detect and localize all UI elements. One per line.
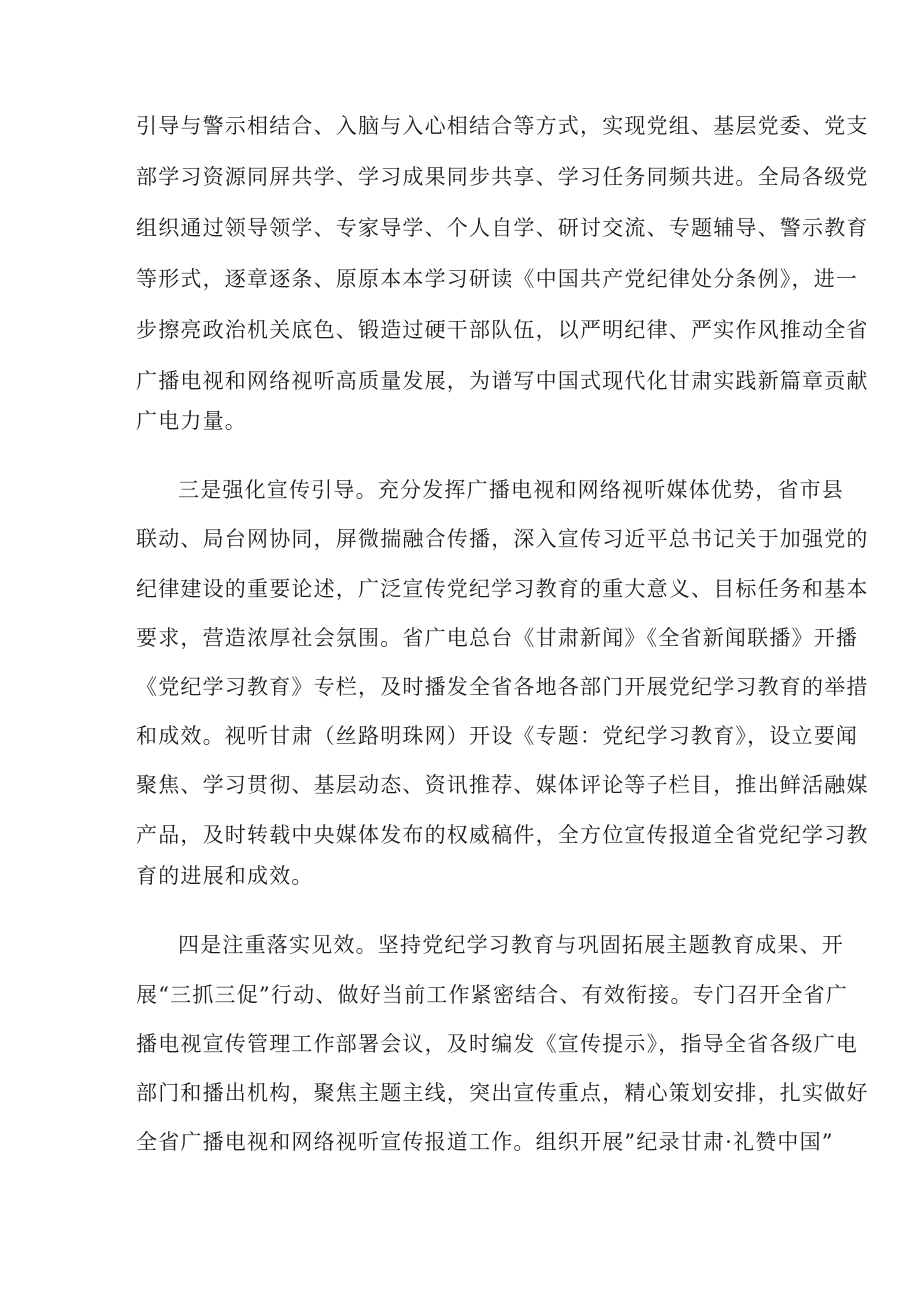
paragraph-line: 播电视宣传管理工作部署会议，及时编发《宣传提示》，指导全省各级广电 — [136, 1032, 859, 1056]
paragraph-line: 育的进展和成效。 — [136, 864, 314, 888]
paragraph-line: 《党纪学习教育》专栏，及时播发全省各地各部门开展党纪学习教育的举措 — [136, 675, 869, 699]
paragraph-line: 展“三抓三促”行动、做好当前工作紧密结合、有效衔接。专门召开全省广 — [136, 983, 849, 1007]
paragraph-line: 部门和播出机构，聚焦主题主线，突出宣传重点，精心策划安排，扎实做好 — [136, 1081, 869, 1105]
paragraph-line: 全省广播电视和网络视听宣传报道工作。组织开展”纪录甘肃·礼赞中国” — [136, 1130, 834, 1154]
paragraph-line: 产品，及时转载中央媒体发布的权威稿件，全方位宣传报道全省党纪学习教 — [136, 823, 869, 847]
paragraph-line: 等形式，逐章逐条、原原本本学习研读《中国共产党纪律处分条例》，进一 — [136, 267, 859, 291]
paragraph-line: 组织通过领导领学、专家导学、个人自学、研讨交流、专题辅导、警示教育 — [136, 216, 869, 240]
paragraph-line: 和成效。视听甘肃（丝路明珠网）开设《专题：党纪学习教育》，设立要闻 — [136, 724, 859, 748]
paragraph-line: 要求，营造浓厚社会氛围。省广电总台《甘肃新闻》《全省新闻联播》开播 — [136, 626, 859, 650]
paragraph-line: 联动、局台网协同，屏微揣融合传播，深入宣传习近平总书记关于加强党的 — [136, 527, 869, 551]
paragraph-line: 纪律建设的重要论述，广泛宣传党纪学习教育的重大意义、目标任务和基本 — [136, 577, 869, 601]
paragraph-line: 聚焦、学习贯彻、基层动态、资讯推荐、媒体评论等子栏目，推出鲜活融媒 — [136, 773, 869, 797]
paragraph-line: 三是强化宣传引导。充分发挥广播电视和网络视听媒体优势，省市县 — [178, 478, 844, 502]
paragraph-line: 四是注重落实见效。坚持党纪学习教育与巩固拓展主题教育成果、开 — [178, 933, 844, 957]
paragraph-line: 广电力量。 — [136, 409, 247, 433]
paragraph-line: 广播电视和网络视听高质量发展，为谱写中国式现代化甘肃实践新篇章贡献 — [136, 369, 869, 393]
paragraph-line: 引导与警示相结合、入脑与入心相结合等方式，实现党组、基层党委、党支 — [136, 114, 869, 138]
paragraph-line: 部学习资源同屏共学、学习成果同步共享、学习任务同频共进。全局各级党 — [136, 165, 869, 189]
paragraph-line: 步擦亮政治机关底色、锻造过硬干部队伍，以严明纪律、严实作风推动全省 — [136, 318, 869, 342]
